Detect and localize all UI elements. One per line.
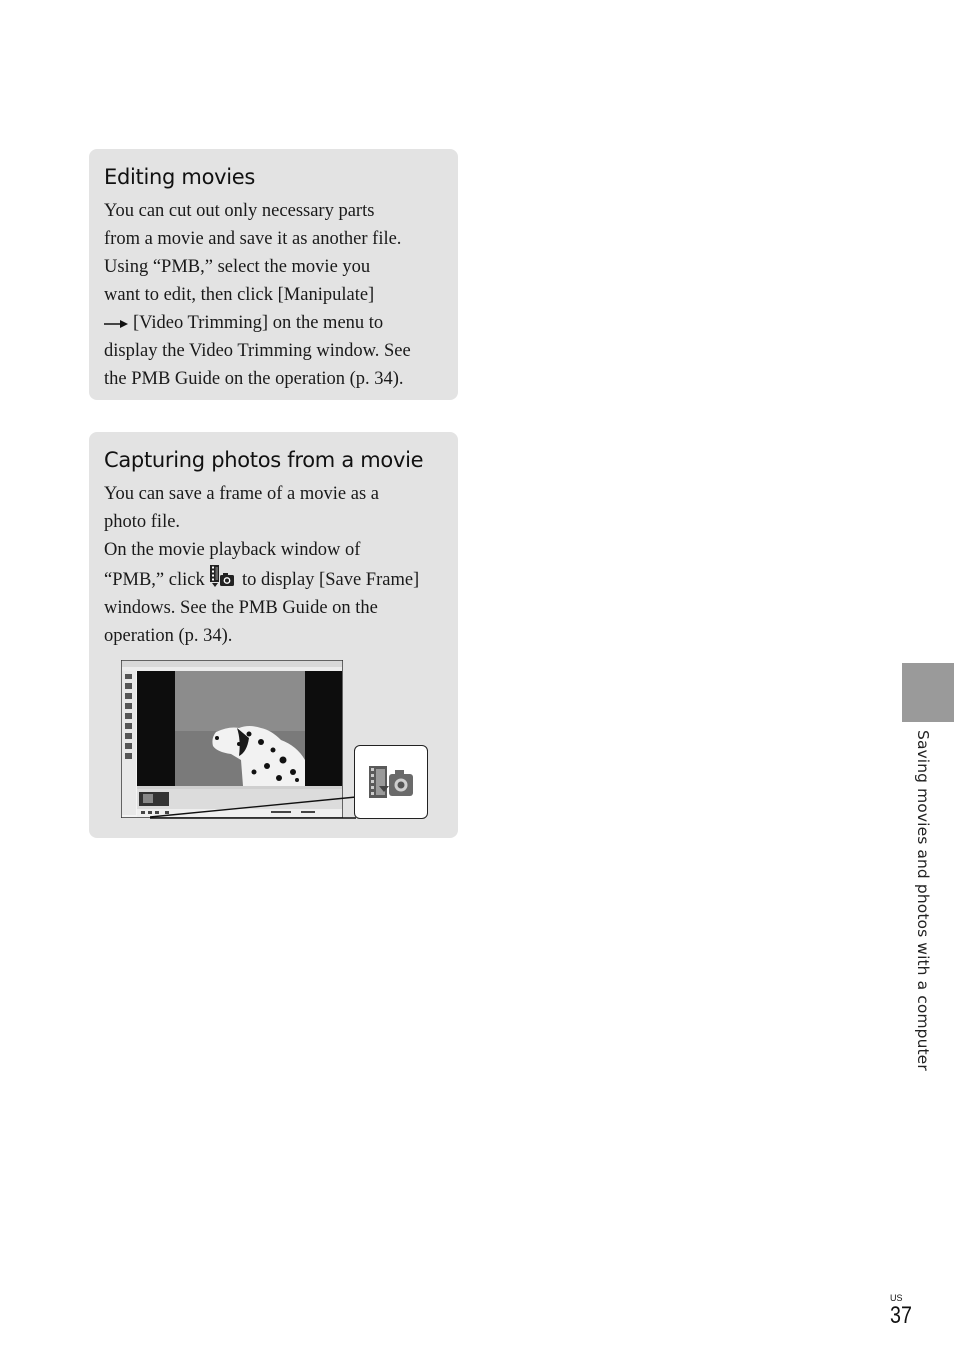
body-line bbox=[104, 309, 444, 337]
body-line bbox=[104, 564, 444, 594]
page-number bbox=[890, 1293, 920, 1329]
body-line: You can cut out only necessary parts bbox=[104, 201, 375, 221]
save-frame-callout bbox=[354, 745, 428, 819]
body-line-text: to display [Save Frame] bbox=[241, 570, 420, 590]
body-line: from a movie and save it as another file. bbox=[104, 229, 402, 249]
right-arrow-icon bbox=[104, 319, 128, 329]
page-number-value: 37 bbox=[890, 1302, 912, 1329]
body-line: On the movie playback window of bbox=[104, 540, 361, 560]
section-body bbox=[104, 197, 444, 393]
section-title: Editing movies bbox=[104, 165, 256, 189]
save-frame-icon bbox=[355, 746, 429, 820]
body-line: operation (p. 34). bbox=[104, 626, 233, 646]
chapter-label: Saving movies and photos with a computer bbox=[914, 730, 932, 1071]
body-line: want to edit, then click [Manipulate] bbox=[104, 285, 375, 305]
section-body bbox=[104, 480, 444, 650]
chapter-tab bbox=[902, 663, 954, 722]
body-line: photo file. bbox=[104, 512, 181, 532]
body-line-text: “PMB,” click bbox=[104, 570, 205, 590]
body-line: Using “PMB,” select the movie you bbox=[104, 257, 371, 277]
section-title: Capturing photos from a movie bbox=[104, 448, 424, 472]
body-line: display the Video Trimming window. See bbox=[104, 341, 411, 361]
callout-leader-lines bbox=[150, 795, 360, 819]
body-line-text: [Video Trimming] on the menu to bbox=[133, 313, 384, 333]
body-line: windows. See the PMB Guide on the bbox=[104, 598, 378, 618]
body-line: You can save a frame of a movie as a bbox=[104, 484, 380, 504]
body-line: the PMB Guide on the operation (p. 34). bbox=[104, 369, 404, 389]
page-region: US bbox=[890, 1293, 903, 1303]
save-frame-icon bbox=[209, 564, 235, 588]
editing-movies-section bbox=[89, 149, 458, 400]
